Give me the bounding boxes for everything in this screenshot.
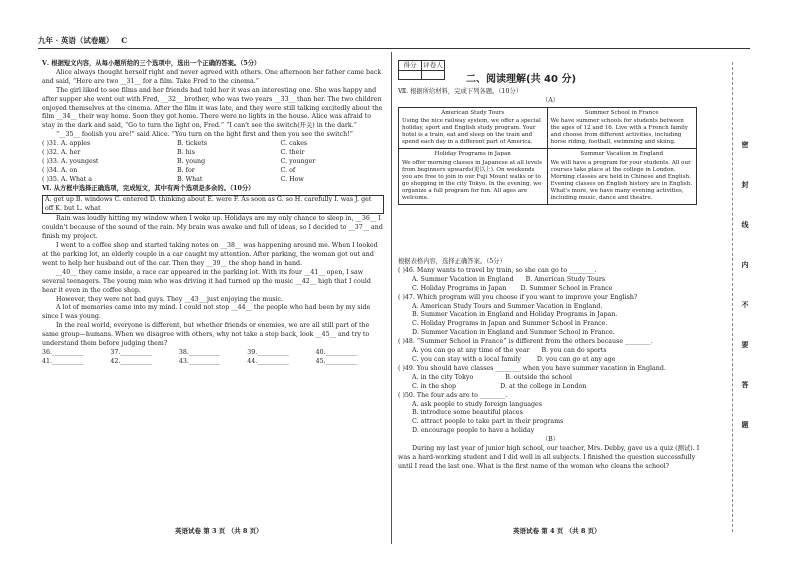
q46-options-cd: C. Holiday Programs in Japan D. Summer School in France bbox=[412, 284, 613, 292]
q47-option-b: B. Summer Vacation in England and Holiday Programs in Japan. bbox=[412, 311, 618, 319]
seal-line bbox=[732, 62, 733, 532]
option-33-a: ( )33. A. youngest bbox=[42, 157, 99, 165]
ad-body: We will have a program for your students. All our courses take place at the college in London. Morning classes are held in Chinese and English. Evening classes on English history are in English. What's more, we have many evening activities, including music, dance and theatre. bbox=[550, 159, 693, 202]
footer-left: 英语试卷 第 3 页 （共 8 页） bbox=[175, 527, 263, 535]
section5-title: Ⅴ. 根据短文内容，从每小题所给的三个选项中，选出一个正确的答案。（5分） bbox=[42, 60, 261, 67]
q47-option-d: D. Summer Vacation in England and Summer School in France. bbox=[412, 329, 615, 337]
margin-char: 线 bbox=[741, 220, 749, 229]
question-48: ( )48. “Summer School in France” is different from the others because ________. bbox=[398, 338, 653, 346]
answer-blank-41[interactable]: 41.__________ bbox=[42, 357, 84, 365]
score-cell-2[interactable] bbox=[422, 70, 444, 79]
answer-blank-36[interactable]: 36.__________ bbox=[42, 349, 84, 356]
section7-title: Ⅶ. 根据所给材料，完成下列各题。（10分） bbox=[398, 88, 523, 95]
left-column bbox=[42, 60, 384, 367]
questions-46-50 bbox=[398, 258, 703, 472]
word-box: A. get up B. windows C. entered D. thinking about E. were F. As soon as G. so H. carefully I. was J. get off K. but L. what bbox=[42, 195, 384, 215]
q50-option-c: C. attract people to take part in their programs bbox=[412, 418, 564, 426]
section6-para-1: Rain was loudly hitting my window when I woke up. Holidays are my only chance to sleep in, __36__ I couldn't because of the sound of the rain. My brain was awake and full of ideas, so I decided to __37__ and finish my project. bbox=[42, 215, 383, 241]
answer-blank-39[interactable]: 39.__________ bbox=[247, 349, 289, 356]
answer-blank-37[interactable]: 37.__________ bbox=[110, 349, 152, 356]
section2-title: 二、阅读理解(共 40 分) bbox=[466, 74, 577, 85]
ads-table bbox=[398, 107, 697, 205]
q50-option-d: D. encourage people to have a holiday bbox=[412, 427, 535, 435]
part-a-label: （A） bbox=[541, 96, 560, 104]
answer-blank-44[interactable]: 44.__________ bbox=[247, 357, 289, 365]
ad-body: We offer morning classes in Japanese at all levels from beginners upwards(更以上). On weekends you are free to join in our Fuji Mount walks or to go shopping in the city Tokyo. In the evening, we organize a full program for fun. All ages are welcome. bbox=[402, 159, 542, 202]
ad-holiday-japan bbox=[399, 149, 548, 204]
option-34-c: C. of bbox=[280, 166, 296, 174]
option-31-b: B. tickets bbox=[177, 140, 208, 148]
score-table-body bbox=[398, 70, 445, 80]
option-34-b: B. for bbox=[177, 166, 195, 174]
question-49: ( )49. You should have classes ________ when you have summer vacation in England. bbox=[398, 364, 666, 372]
option-32-c: C. their bbox=[280, 149, 305, 157]
option-35-a: ( )35. A. What a bbox=[42, 175, 93, 183]
section5-para-2: The girl liked to see films and her friends had told her it was an interesting one. She was happy and after supper she went out with Fred, __32__ brother, who was two years __33__ than her. The two children enjoyed themselves at the cinema. After the film it was late, and they were still talking excitedly about the film __34__ their way home. Soon they got home. There were no lights in the house. Alice was afraid to stay in the dark and said, “Go to turn the light on, Fred.” “I can't see the switch(开关) in the dark.” bbox=[42, 86, 383, 130]
section6-para-5: A lot of memories came into my mind. I could not stop __44__ the people who had been by my side since I was young. bbox=[42, 304, 371, 321]
section6-para-2: I went to a coffee shop and started taking notes on __38__ was happening around me. When I looked at the parking lot, an elderly couple in a car caught my attention. After parking, the woman got out and went to help her husband out of the car. Then they __39__ the shop hand in hand. bbox=[42, 242, 378, 267]
margin-char: 要 bbox=[741, 340, 749, 349]
q47-option-a: A. American Study Tours and Summer Vacation in England. bbox=[412, 302, 603, 310]
option-31-a: ( )31. A. apples bbox=[42, 140, 91, 148]
score-cell-1[interactable] bbox=[399, 70, 422, 79]
part-b-text: During my last year of junior high school, our teacher, Mrs. Debby, gave us a quiz (测试). I was a hard-working student and I did well in all subjects. I finished the question successfully until I read the last one. What is the first name of the woman who cleans the school? bbox=[398, 445, 700, 470]
q50-option-b: B. introduce some beautiful places bbox=[412, 409, 523, 417]
option-33-c: C. younger bbox=[280, 157, 316, 165]
margin-char: 内 bbox=[741, 260, 749, 269]
answer-blanks-row-1 bbox=[42, 349, 384, 358]
ad-title: American Study Tours bbox=[441, 110, 505, 116]
q49-options-ab: A. in the city Tokyo B. outside the school bbox=[412, 373, 572, 381]
answer-blank-40[interactable]: 40.__________ bbox=[315, 349, 358, 356]
header-rule bbox=[38, 48, 750, 49]
q48-options-ab: A. you can go at any time of the year B. you can do sports bbox=[412, 347, 607, 355]
ad-title: Summer School in France bbox=[584, 110, 659, 116]
section7-head bbox=[398, 88, 703, 106]
ad-american-study-tours bbox=[399, 108, 548, 149]
option-row-32 bbox=[42, 149, 384, 158]
column-divider bbox=[391, 52, 392, 544]
option-32-b: B. his bbox=[177, 149, 195, 157]
header bbox=[38, 35, 127, 46]
ad-body: Using the nice railway system, we offer a special holiday, sport and English study program. Your hotel is a train, eat and sleep on the train and spend each day in a different part of America. bbox=[402, 118, 541, 146]
section5-para-1: Alice always thought herself right and never agreed with others. One afternoon her father came back and said, “Here are two __31__ for a film. Take Fred to the cinema.” bbox=[42, 68, 382, 85]
answer-blanks-row-2 bbox=[42, 358, 384, 367]
part-b-label: （B） bbox=[541, 436, 560, 444]
ad-summer-vacation-england bbox=[548, 149, 697, 204]
answer-blank-38[interactable]: 38.__________ bbox=[178, 349, 221, 356]
q47-option-c: C. Holiday Programs in Japan and Summer School in France. bbox=[412, 320, 608, 328]
score-col-1: 得分 bbox=[399, 61, 422, 70]
option-row-31 bbox=[42, 140, 384, 149]
margin-char: 题 bbox=[741, 420, 749, 429]
q46-options-ab: A. Summer Vacation in England B. American Study Tours bbox=[412, 275, 606, 283]
option-34-a: ( )34. A. on bbox=[42, 166, 78, 174]
option-row-33 bbox=[42, 158, 384, 167]
margin-char: 密 bbox=[741, 140, 749, 149]
option-31-c: C. cakes bbox=[280, 140, 308, 148]
section6-para-3: __40__ they came inside, a race car appeared in the parking lot. With its four __41__ open, I saw several teenagers. The young man who was driving it had turned up the music __42__ high that I could hear it even in the coffee shop. bbox=[42, 268, 371, 294]
q49-options-cd: C. in the shop D. at the college in London bbox=[412, 382, 587, 390]
option-row-35 bbox=[42, 176, 384, 185]
q50-option-a: A. ask people to study foreign languages bbox=[412, 400, 543, 408]
option-row-34 bbox=[42, 167, 384, 176]
option-35-b: B. What bbox=[177, 175, 203, 183]
section6-para-6: In the real world, everyone is different, but whether friends or enemies, we are all still part of the same group—humans. When we disagree with others, why not take a step back, look __45__ and try to understand them before judging them? bbox=[42, 322, 370, 348]
margin-seal-text bbox=[738, 140, 752, 460]
option-35-c: C. How bbox=[280, 175, 304, 183]
answer-blank-43[interactable]: 43.__________ bbox=[178, 357, 221, 365]
q48-options-cd: C. you can stay with a local family D. you can go at any age bbox=[412, 355, 616, 363]
margin-char: 不 bbox=[741, 300, 749, 309]
section6-para-4: However, they were not bad guys. They __43__ just enjoying the music. bbox=[56, 295, 284, 303]
margin-char: 封 bbox=[741, 180, 749, 189]
option-33-b: B. young bbox=[177, 157, 206, 165]
ad-summer-school-france bbox=[548, 108, 697, 149]
score-col-2: 评卷人 bbox=[423, 61, 443, 69]
margin-char: 答 bbox=[741, 380, 749, 389]
ad-title: Summer Vacation in England bbox=[580, 151, 664, 158]
ad-title: Holiday Programs in Japan bbox=[434, 151, 511, 158]
question-46: ( )46. Many wants to travel by train, so she can go to ________. bbox=[398, 266, 597, 274]
answer-blank-45[interactable]: 45.__________ bbox=[315, 357, 358, 365]
question-50: ( )50. The four ads are to ________. bbox=[398, 391, 508, 399]
ad-body: We have summer schools for students between the ages of 12 and 16. Live with a French family and choose from different activities, including horse riding, football, swimming and skiing. bbox=[550, 118, 688, 146]
answer-blank-42[interactable]: 42.__________ bbox=[110, 357, 152, 365]
instruction: 根据表格内容，选择正确答案。（5分） bbox=[398, 258, 506, 265]
section5-para-3: “__35__ foolish you are!” said Alice. “You turn on the light first and then you see the switch!” bbox=[56, 131, 353, 139]
section6-title: Ⅵ. 从方框中选择正确选项，完成短文，其中有两个选项是多余的。（10分） bbox=[42, 184, 255, 192]
header-version: C bbox=[121, 36, 128, 45]
header-left-text: 九年 · 英语（试卷题） bbox=[38, 36, 114, 45]
footer-right: 英语试卷 第 4 页 （共 8 页） bbox=[513, 527, 601, 535]
option-32-a: ( )32. A. her bbox=[42, 149, 81, 157]
question-47: ( )47. Which program will you choose if you want to improve your English? bbox=[398, 293, 638, 301]
